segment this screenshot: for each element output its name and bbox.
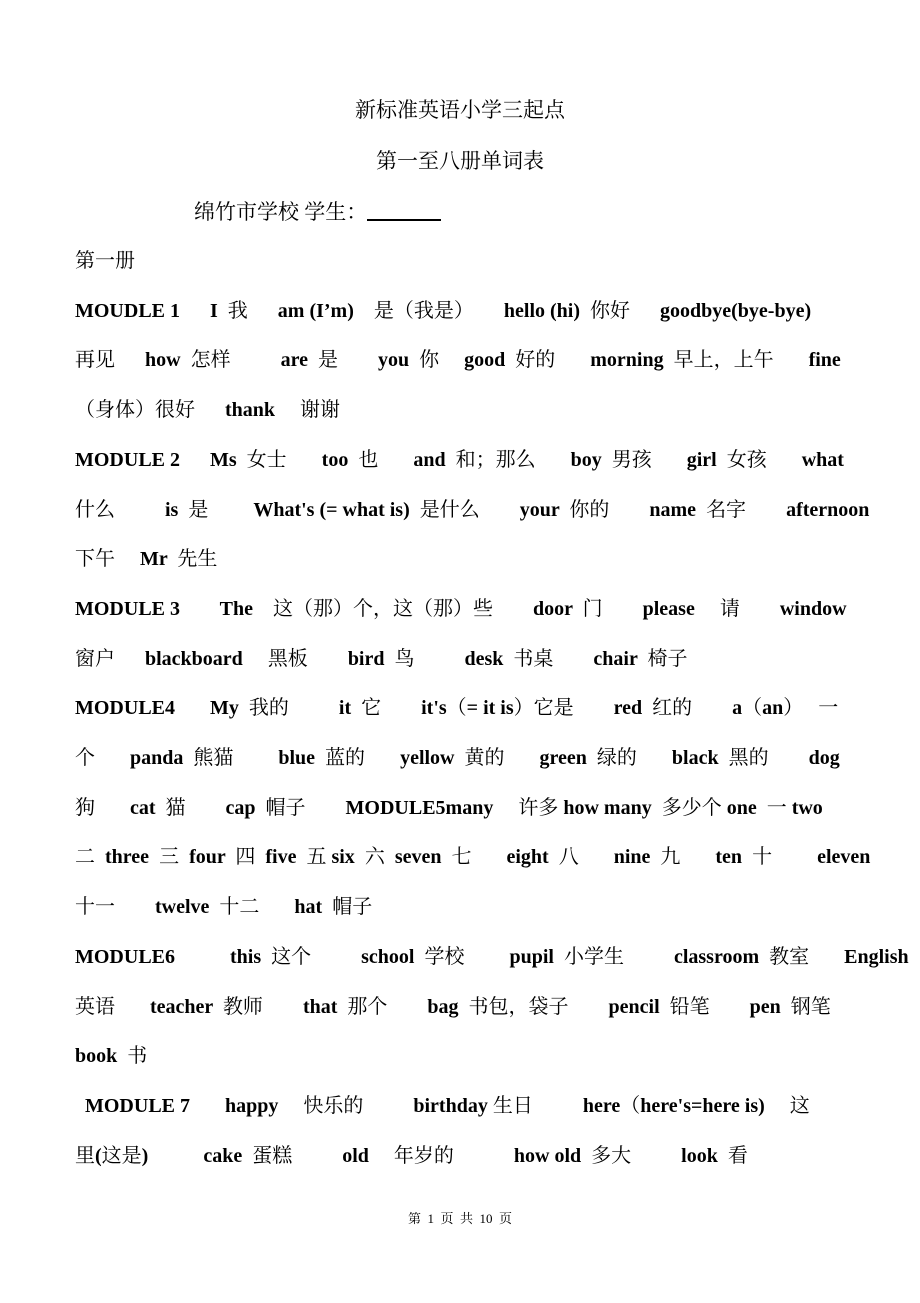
vocab-line: book 书: [75, 1043, 148, 1067]
vocab-line: MODULE 3 The 这（那）个，这（那）些 door 门 please 请 window: [75, 596, 847, 620]
vocab-line: MODULE6 this 这个 school 学校 pupil 小学生 classroom 教室 English: [75, 944, 909, 968]
page-footer: 第 1 页 共 10 页: [407, 1211, 512, 1226]
vocab-line: 第一册: [75, 248, 135, 272]
school-student-line: [194, 196, 441, 226]
vocab-line: 个 panda 熊猫 blue 蓝的 yellow 黄的 green 绿的 black 黑的 dog: [75, 745, 840, 769]
school-label: 绵竹市学校 学生：: [194, 200, 368, 224]
vocab-line: 下午 Mr 先生: [75, 546, 218, 570]
vocab-line: 十一 twelve 十二 hat 帽子: [75, 894, 373, 918]
vocab-line: 狗 cat 猫 cap 帽子 MODULE5many 许多 how many 多少个 one 一 two: [75, 795, 823, 819]
vocab-line: MODULE 2 Ms 女士 too 也 and 和；那么 boy 男孩 girl 女孩 what: [75, 447, 844, 471]
vocab-line: MOUDLE 1 I 我 am (I’m) 是（我是） hello (hi) 你好 goodbye(bye-bye): [75, 298, 812, 322]
vocab-line: 二 three 三 four 四 five 五 six 六 seven 七 eight 八 nine 九 ten 十 eleven: [75, 844, 871, 868]
document-title: 新标准英语小学三起点: [355, 98, 565, 122]
vocab-line: 再见 how 怎样 are 是 you 你 good 好的 morning 早上，上午 fine: [75, 347, 841, 371]
vocab-line: （身体）很好 thank 谢谢: [75, 397, 341, 421]
vocab-line: 窗户 blackboard 黑板 bird 鸟 desk 书桌 chair 椅子: [75, 646, 688, 670]
vocab-line: 里(这是) cake 蛋糕 old 年岁的 how old 多大 look 看: [75, 1143, 748, 1167]
vocab-line: MODULE 7 happy 快乐的 birthday 生日 here（here's=here is) 这: [75, 1093, 810, 1117]
vocab-line: MODULE4 My 我的 it 它 it's（= it is）它是 red 红的 a（an） 一: [75, 695, 839, 719]
student-name-blank: [367, 199, 441, 221]
vocab-line: 英语 teacher 教师 that 那个 bag 书包，袋子 pencil 铅笔 pen 钢笔: [75, 994, 831, 1018]
document-subtitle: 第一至八册单词表: [376, 149, 544, 173]
vocab-line: 什么 is 是 What's (= what is) 是什么 your 你的 name 名字 afternoon: [75, 497, 870, 521]
